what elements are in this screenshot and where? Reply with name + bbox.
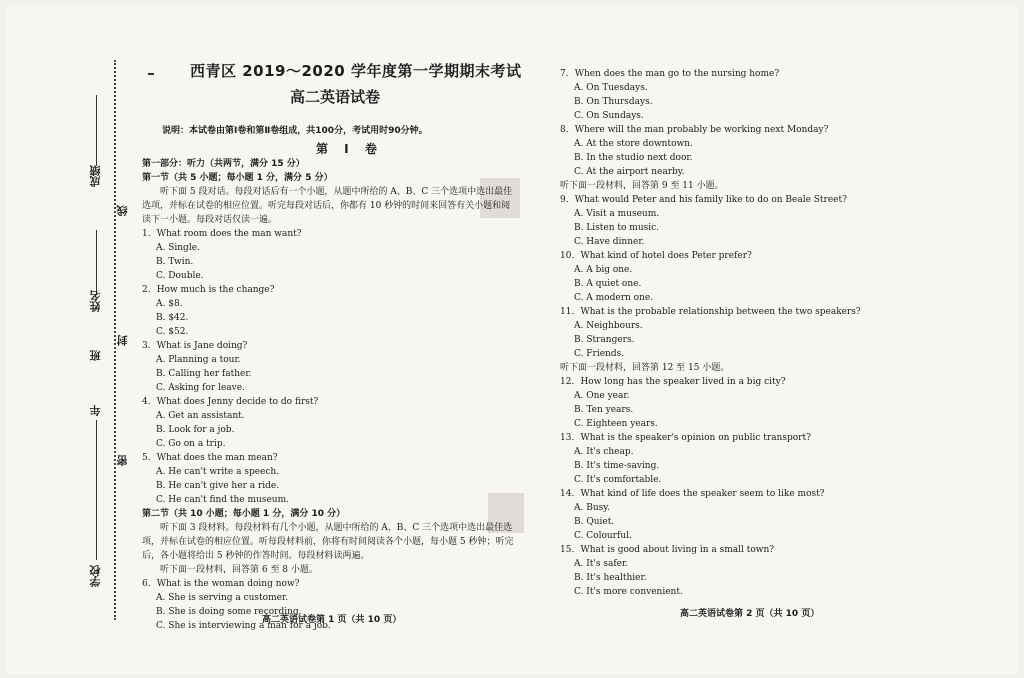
answer-option: C. Friends. [574, 349, 625, 359]
answer-option: A. Visit a museum. [574, 209, 660, 219]
question-line: 12．How long has the speaker lived in a big city? [560, 377, 786, 387]
header-dash [148, 73, 154, 75]
answer-option: A. At the store downtown. [574, 139, 693, 149]
name-blank [96, 230, 97, 290]
question-line: 听下面 3 段材料。每段材料有几个小题，从题中所给的 A、B、C 三个选项中选出最佳选 [142, 523, 513, 533]
question-line: 2．How much is the change? [142, 285, 275, 295]
answer-option: A. A big one. [574, 265, 633, 275]
answer-option: B. Twin. [156, 257, 194, 267]
answer-option: C. $52. [156, 327, 189, 337]
answer-option: A. Neighbours. [574, 321, 643, 331]
answer-option: B. She is doing some recording. [156, 607, 302, 617]
question-line: 后，各小题将给出 5 秒钟的作答时间。每段材料读两遍。 [142, 551, 370, 561]
grade-label: 年 [89, 405, 102, 416]
answer-option: B. It's healthier. [574, 573, 647, 583]
section-heading: 第一部分：听力（共两节，满分 15 分） [142, 159, 305, 169]
line-label: 线 [116, 205, 129, 216]
exam-subtitle: 高二英语试卷 [290, 88, 381, 106]
question-line: 8．Where will the man probably be working next Monday? [560, 125, 829, 135]
answer-option: B. He can't give her a ride. [156, 481, 280, 491]
question-line: 7．When does the man go to the nursing home? [560, 69, 780, 79]
answer-option: B. Ten years. [574, 405, 634, 415]
question-line: 4．What does Jenny decide to do first? [142, 397, 319, 407]
answer-option: A. One year. [574, 391, 630, 401]
question-line: 听下面一段材料，回答第 12 至 15 小题。 [560, 363, 730, 373]
answer-option: A. He can't write a speech. [156, 467, 280, 477]
answer-option: A. On Tuesdays. [574, 83, 648, 93]
page-footer-1: 高二英语试卷第 1 页（共 10 页） [262, 615, 402, 625]
answer-option: C. A modern one. [574, 293, 654, 303]
answer-option: B. Quiet. [574, 517, 615, 527]
school-label: 学校 [89, 565, 102, 587]
answer-option: B. On Thursdays. [574, 97, 653, 107]
section-heading: 第一节（共 5 小题；每小题 1 分，满分 5 分） [142, 173, 333, 183]
answer-option: C. Have dinner. [574, 237, 645, 247]
question-line: 选项，并标在试卷的相应位置。听完每段对话后，你都有 10 秒钟的时间来回答有关小题和阅 [142, 201, 511, 211]
question-line: 项，并标在试卷的相应位置。听每段材料前，你将有时间阅读各个小题，每小题 5 秒钟；听完 [142, 537, 514, 547]
answer-option: C. It's more convenient. [574, 587, 683, 597]
question-line: 5．What does the man mean? [142, 453, 278, 463]
question-line: 10．What kind of hotel does Peter prefer? [560, 251, 752, 261]
page-footer-2: 高二英语试卷第 2 页（共 10 页） [680, 609, 820, 619]
left-column [142, 157, 522, 633]
name-label: 姓名 [89, 290, 102, 312]
answer-option: A. Get an assistant. [156, 411, 245, 421]
question-line: 3．What is Jane doing? [142, 341, 248, 351]
answer-option: B. Look for a job. [156, 425, 235, 435]
volume-heading: 第 Ⅰ 卷 [316, 142, 383, 156]
answer-option: B. It's time-saving. [574, 461, 660, 471]
answer-option: C. It's comfortable. [574, 475, 662, 485]
answer-option: B. In the studio next door. [574, 153, 693, 163]
question-line: 11．What is the probable relationship between the two speakers? [560, 307, 861, 317]
question-line: 9．What would Peter and his family like to do on Beale Street? [560, 195, 847, 205]
answer-option: A. $8. [156, 299, 183, 309]
question-line: 15．What is good about living in a small town? [560, 545, 775, 555]
answer-option: B. $42. [156, 313, 189, 323]
answer-option: A. Busy. [574, 503, 610, 513]
seal-label: 封 [116, 335, 129, 346]
question-line: 14．What kind of life does the speaker seem to like most? [560, 489, 825, 499]
answer-option: A. It's safer. [574, 559, 629, 569]
right-column [560, 67, 860, 599]
answer-option: A. Planning a tour. [156, 355, 241, 365]
answer-option: B. A quiet one. [574, 279, 642, 289]
answer-option: C. Asking for leave. [156, 383, 245, 393]
question-line: 读下一小题。每段对话仅读一遍。 [142, 215, 278, 225]
secret-label: 密 [116, 455, 129, 466]
question-line: 13．What is the speaker's opinion on public transport? [560, 433, 811, 443]
answer-option: A. Single. [156, 243, 200, 253]
section-heading: 第二节（共 10 小题；每小题 1 分，满分 10 分） [142, 509, 346, 519]
answer-option: B. Listen to music. [574, 223, 660, 233]
answer-option: C. Colourful. [574, 531, 632, 541]
question-line: 听下面一段材料，回答第 6 至 8 小题。 [142, 565, 318, 575]
class-label: 班 [89, 350, 102, 361]
answer-option: C. He can't find the museum. [156, 495, 289, 505]
question-line: 1．What room does the man want? [142, 229, 302, 239]
question-line: 听下面 5 段对话。每段对话后有一个小题，从题中所给的 A、B、C 三个选项中选出最佳 [142, 187, 513, 197]
question-line: 听下面一段材料，回答第 9 至 11 小题。 [560, 181, 724, 191]
answer-option: C. At the airport nearby. [574, 167, 685, 177]
answer-option: B. Calling her father. [156, 369, 252, 379]
score-label: 成绩 [89, 165, 102, 187]
score-blank [96, 95, 97, 165]
answer-option: C. On Sundays. [574, 111, 644, 121]
answer-option: C. Eighteen years. [574, 419, 658, 429]
question-line: 6．What is the woman doing now? [142, 579, 300, 589]
answer-option: A. She is serving a customer. [156, 593, 289, 603]
answer-option: C. Go on a trip. [156, 439, 226, 449]
answer-option: A. It's cheap. [574, 447, 634, 457]
answer-option: C. She is interviewing a man for a job. [156, 621, 331, 631]
exam-title: 西青区 2019～2020 学年度第一学期期末考试 [190, 62, 522, 80]
answer-option: B. Strangers. [574, 335, 635, 345]
school-blank [96, 420, 97, 560]
answer-option: C. Double. [156, 271, 204, 281]
exam-note: 说明：本试卷由第Ⅰ卷和第Ⅱ卷组成，共100分，考试用时90分钟。 [162, 126, 428, 136]
